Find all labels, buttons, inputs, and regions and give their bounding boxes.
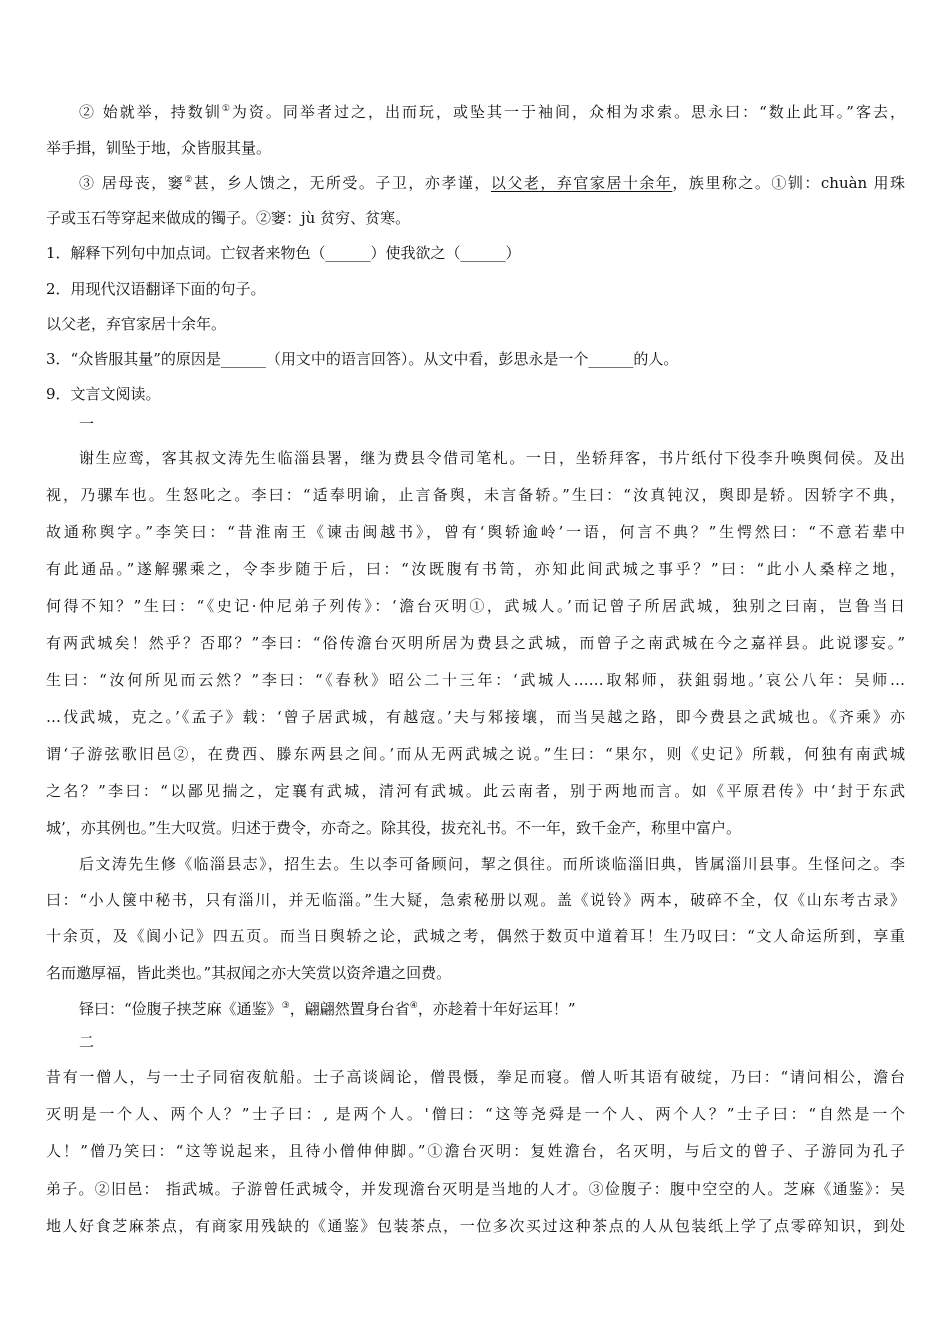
passage-line: 故通称舆字。”李笑曰：“昔淮南王《谏击闽越书》，曾有‘舆轿逾岭’一语，何言不典？”生愕然曰：“不意若辈中: [46, 523, 905, 541]
passage-line: 昔有一僧人，与一士子同宿夜航船。士子高谈阔论，僧畏慑，拳足而寝。僧人听其语有破绽，乃曰：“请问相公，澹台: [46, 1068, 905, 1086]
passage-line: 人！”僧乃笑曰：“这等说起来，且待小僧伸伸脚。”①澹台灭明：复姓澹台，名灭明，与后文的曾子、子游同为孔子: [46, 1142, 905, 1160]
passage-line: 城’，亦其例也。”生大叹赏。归述于费令，亦奇之。除其役，拔充礼书。不一年，致千金产，称里中富户。: [46, 819, 741, 837]
passage-line: 有此通品。”遂解骡乘之，令李步随于后，曰：“汝既腹有书笥，亦知此间武城之事乎？”曰：“此小人桑梓之地，: [46, 560, 905, 578]
question-2: 2．用现代汉语翻译下面的句子。: [46, 280, 266, 298]
passage-line: 视，乃骡车也。生怒叱之。李曰：“适奉明谕，止言备舆，未言备轿。”生曰：“汝真钝汉，舆即是轿。因轿字不典，: [46, 486, 905, 504]
question-2-sentence: 以父老，弃官家居十余年。: [46, 315, 227, 333]
passage-line: 生曰：“汝何所见而云然？”李曰：“《春秋》昭公二十三年：‘武城人……取邾师，获鉏弱地。’哀公八年：吴师…: [46, 671, 905, 689]
passage-line: 灭明是一个人、两个人？”士子曰：, 是两个人。'僧曰：“这等尧舜是一个人、两个人？”士子曰：“自然是一个: [46, 1105, 905, 1123]
passage-line: 后文涛先生修《临淄县志》，招生去。生以李可备顾问，挈之俱往。而所谈临淄旧典，皆属淄川县事。生怪问之。李: [79, 855, 905, 873]
passage-line: 曰：“小人箧中秘书，只有淄川，并无临淄。”生大疑，急索秘册以观。盖《说铃》两本，破碎不全，仅《山东考古录》: [46, 891, 905, 909]
passage-line: ③ 居母丧，窭②甚，乡人馈之，无所受。子卫，亦孝谨，以父老，弃官家居十余年，族里称之。①钏：chuàn 用珠: [79, 174, 905, 192]
passage-line: 举手揖，钏坠于地，众皆服其量。: [46, 139, 272, 157]
footnote-ref: ①: [221, 104, 232, 114]
underlined-sentence: 以父老，弃官家居十余年: [490, 174, 673, 192]
section-title: 9．文言文阅读。: [46, 385, 161, 403]
footnote-ref: ②: [184, 175, 194, 185]
passage-line: 谓‘子游弦歌旧邑②，在费西、滕东两县之间。’而从无两武城之说。”生曰：“果尔，则《史记》所载，何独有南武城: [46, 745, 905, 763]
footnote-ref: ④: [409, 1001, 418, 1011]
passage-line: ② 始就举，持数钏①为资。同举者过之，出而玩，或坠其一于袖间，众相为求索。思永曰：“数止此耳。”客去，: [79, 103, 905, 121]
passage-line: 十余页，及《阆小记》四五页。而当日舆轿之论，武城之考，偶然于数页中道着耳！生乃叹曰：“文人命运所到，享重: [46, 927, 905, 945]
passage-line: 铎曰：“俭腹子挟芝麻《通鉴》③，翩翩然置身台省④，亦趁着十年好运耳！”: [79, 1000, 576, 1018]
passage-line: …伐武城，克之。’《孟子》载：‘曾子居武城，有越寇。’夫与邾接壤，而当吴越之路，即今费县之武城也。《齐乘》亦: [46, 708, 905, 726]
footnote-ref: ③: [281, 1001, 290, 1011]
question-3: 3．“众皆服其量”的原因是______（用文中的语言回答）。从文中看，彭思永是一个______的人。: [46, 350, 679, 368]
passage-line: 之名？”李曰：“以鄙见揣之，定襄有武城，清河有武城。此云南者，别于两地而言。如《平原君传》中‘封于东武: [46, 782, 905, 800]
passage-line: 名而邀厚福，皆此类也。”其叔闻之亦大笑赏以资斧遣之回费。: [46, 964, 452, 982]
part-label: 一: [79, 415, 95, 433]
passage-line: 何得不知？”生曰：“《史记·仲尼弟子列传》：‘澹台灭明①，武城人。’而记曾子所居武城，独别之曰南，岂鲁当日: [46, 597, 905, 615]
question-1: 1．解释下列句中加点词。亡钗者来物色（______）使我欲之（______）: [46, 244, 521, 262]
passage-line: 有两武城矣！然乎？否耶？”李曰：“俗传澹台灭明所居为费县之武城，而曾子之南武城在今之嘉祥县。此说谬妄。”: [46, 634, 905, 652]
passage-line: 谢生应鸾，客其叔文涛先生临淄县署，继为费县令借司笔札。一日，坐轿拜客，书片纸付下役李升唤舆伺侯。及出: [79, 449, 905, 467]
footnote-line: 子或玉石等穿起来做成的镯子。②窭：jù 贫穷、贫寒。: [46, 209, 411, 227]
passage-line: 弟子。②旧邑： 指武城。子游曾任武城令，并发现澹台灭明是当地的人才。③俭腹子：腹中空空的人。芝麻《通鉴》：吴: [46, 1180, 905, 1198]
part-label: 二: [79, 1033, 95, 1051]
passage-line: 地人好食芝麻茶点，有商家用残缺的《通鉴》包装茶点，一位多次买过这种茶点的人从包装纸上学了点零碎知识，到处: [46, 1217, 905, 1235]
